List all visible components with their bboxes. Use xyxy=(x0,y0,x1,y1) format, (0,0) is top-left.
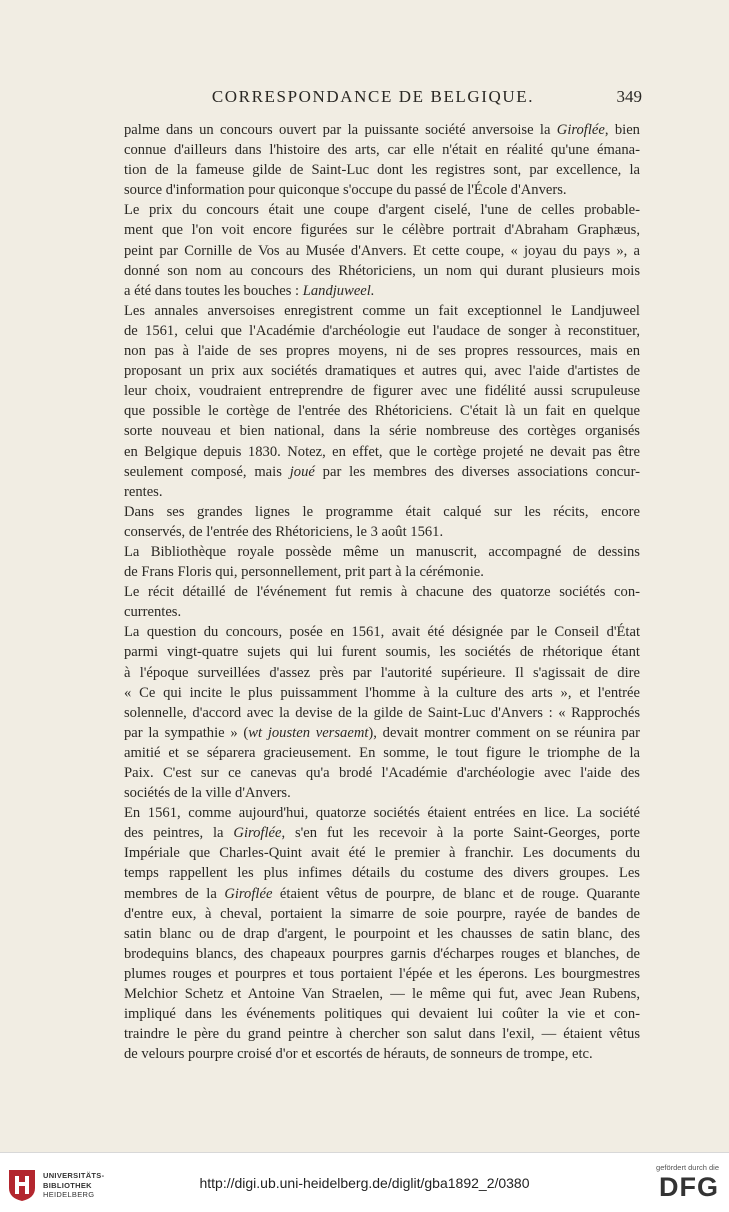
text-line: que possible le cortège de l'entrée des Rhétoriciens. C'était là un fait en quelque xyxy=(124,403,640,420)
text-line: En 1561, comme aujourd'hui, quatorze sociétés étaient entrées en lice. La société xyxy=(124,805,640,822)
text-line: satin blanc ou de drap d'argent, le pourpoint et les chausses de satin blanc, des xyxy=(124,925,640,942)
text-line: brodequins blancs, des chapeaux pourpres garnis d'écharpes rouges et blanches, de xyxy=(124,945,640,962)
text-line: à l'époque surveillées d'assez près par l'autorité supérieure. Il s'agissait de dire xyxy=(124,664,640,681)
text-line: impliqué dans les événements politiques qui devaient lui coûter la vie et con- xyxy=(124,1006,640,1023)
text-line: tion de la fameuse gilde de Saint-Luc dont les registres sont, par excellence, la xyxy=(124,162,640,179)
text-line: traindre le père du grand peintre à chercher son salut dans l'exil, — étaient vêtus xyxy=(124,1026,640,1043)
text-line: peint par Cornille de Vos au Musée d'Anvers. Et cette coupe, « joyau du pays », a xyxy=(124,242,640,259)
dfg-caption: gefördert durch die xyxy=(656,1163,719,1172)
text-line: « Ce qui incite le plus puissamment l'homme à la culture des arts », et l'entrée xyxy=(124,684,640,701)
text-line: membres de la Giroflée étaient vêtus de pourpre, de blanc et de rouge. Quarante xyxy=(124,885,641,902)
text-line: La Bibliothèque royale possède même un manuscrit, accompagné de dessins xyxy=(124,543,640,560)
text-line: Le récit détaillé de l'événement fut remis à chacune des quatorze sociétés con- xyxy=(124,584,640,601)
text-line: sociétés de la ville d'Anvers. xyxy=(124,785,291,802)
text-line: plumes rouges et pourpres et tous portaient l'épée et les éperons. Les bourgmestres xyxy=(124,965,640,982)
text-line: de Frans Floris qui, personnellement, prit part à la cérémonie. xyxy=(124,564,484,581)
text-line: en Belgique depuis 1830. Notez, en effet, que le cortège projeté ne devait pas être xyxy=(124,443,640,460)
text-line: des peintres, la Giroflée, s'en fut les recevoir à la porte Saint-Georges, porte xyxy=(124,825,640,842)
text-line: Dans ses grandes lignes le programme était calqué sur les récits, encore xyxy=(124,503,640,520)
text-line: parmi vingt-quatre sujets qui lui furent soumis, les sociétés de rhétorique étant xyxy=(124,644,640,661)
text-line: a été dans toutes les bouches : Landjuweel. xyxy=(124,282,375,299)
digitization-footer xyxy=(0,1152,729,1212)
text-line: Paix. C'est sur ce canevas qu'a brodé l'Académie d'archéologie avec l'aide des xyxy=(124,765,640,781)
body-text xyxy=(104,120,640,1064)
text-line: solennelle, d'accord avec la devise de la gilde de Saint-Luc d'Anvers : « Rapprochés xyxy=(124,704,640,721)
text-line: de velours pourpre croisé d'or et escortés de hérauts, de sonneurs de trompe, etc. xyxy=(124,1046,593,1063)
text-line: temps rappellent les plus infimes détails du costume des divers groupes. Les xyxy=(124,865,640,882)
paragraph xyxy=(104,120,640,200)
page-header xyxy=(104,86,642,110)
permalink-url[interactable]: http://digi.ub.uni-heidelberg.de/diglit/gba1892_2/0380 xyxy=(199,1175,530,1191)
running-title: CORRESPONDANCE DE BELGIQUE. xyxy=(211,87,535,106)
paragraph xyxy=(104,622,640,803)
text-line: de 1561, celui que l'Académie d'archéologie eut l'audace de songer à reconstituer, xyxy=(124,322,640,339)
paragraph xyxy=(104,502,640,542)
paragraph xyxy=(104,582,640,622)
text-line: rentes. xyxy=(124,483,163,500)
logo-line-1: UNIVERSITÄTS- xyxy=(43,1171,105,1180)
paragraph xyxy=(104,301,640,502)
paragraph xyxy=(104,200,640,300)
paragraph xyxy=(104,542,640,582)
text-line: conservés, de l'entrée des Rhétoriciens, le 3 août 1561. xyxy=(124,523,444,540)
dfg-mark: DFG xyxy=(659,1172,719,1202)
text-line: par la sympathie » (wt jousten versaemt), devait montrer comment on se réunira par xyxy=(124,724,641,741)
text-line: non pas à l'aide de ses propres moyens, ni de ses propres ressources, mais en xyxy=(124,343,640,360)
text-line: Melchior Schetz et Antoine Van Straelen, — le même qui fut, avec Jean Rubens, xyxy=(124,986,640,1003)
text-line: proposant un prix aux sociétés dramatiques et autres qui, avec l'aide d'artistes de xyxy=(124,363,640,380)
text-line: Le prix du concours était une coupe d'argent ciselé, l'une de celles probable- xyxy=(124,202,640,219)
text-line: source d'information pour quiconque s'occupe du passé de l'École d'Anvers. xyxy=(124,182,567,199)
text-line: d'entre eux, à cheval, portaient la simarre de soie pourpre, rayée de bandes de xyxy=(124,905,640,922)
text-line: La question du concours, posée en 1561, avait été désignée par le Conseil d'État xyxy=(124,624,640,641)
text-line: amitié et se séparera gracieusement. En somme, le tout figure le triomphe de la xyxy=(124,744,640,761)
text-line: currentes. xyxy=(124,604,182,621)
text-line: sorte nouveau et bien national, dans la série nombreuse des cortèges organisés xyxy=(124,423,640,440)
paragraph xyxy=(104,803,640,1064)
logo-line-3: HEIDELBERG xyxy=(43,1190,95,1199)
text-line: ment que l'on voit encore figurées sur le célèbre portrait d'Abraham Graphæus, xyxy=(124,222,640,239)
dfg-logo[interactable] xyxy=(639,1163,719,1201)
text-line: leur choix, voudraient entreprendre de figurer avec une fidélité aussi scrupuleuse xyxy=(124,383,640,400)
text-line: Les annales anversoises enregistrent comme un fait exceptionnel le Landjuweel xyxy=(124,302,640,319)
logo-line-2: BIBLIOTHEK xyxy=(43,1180,92,1190)
text-line: Impériale que Charles-Quint avait été le premier à franchir. Les documents du xyxy=(124,845,640,862)
text-line: palme dans un concours ouvert par la puissante société anversoise la Giroflée, bien xyxy=(124,122,640,138)
text-line: seulement composé, mais joué par les membres des diverses associations concur- xyxy=(124,463,641,480)
page-number: 349 xyxy=(616,87,642,106)
text-line: donné son nom au concours des Rhétoriciens, un nom qui durant plusieurs mois xyxy=(124,262,640,279)
text-line: connue d'ailleurs dans l'histoire des arts, car elle n'était en réalité qu'une émana- xyxy=(124,142,640,159)
